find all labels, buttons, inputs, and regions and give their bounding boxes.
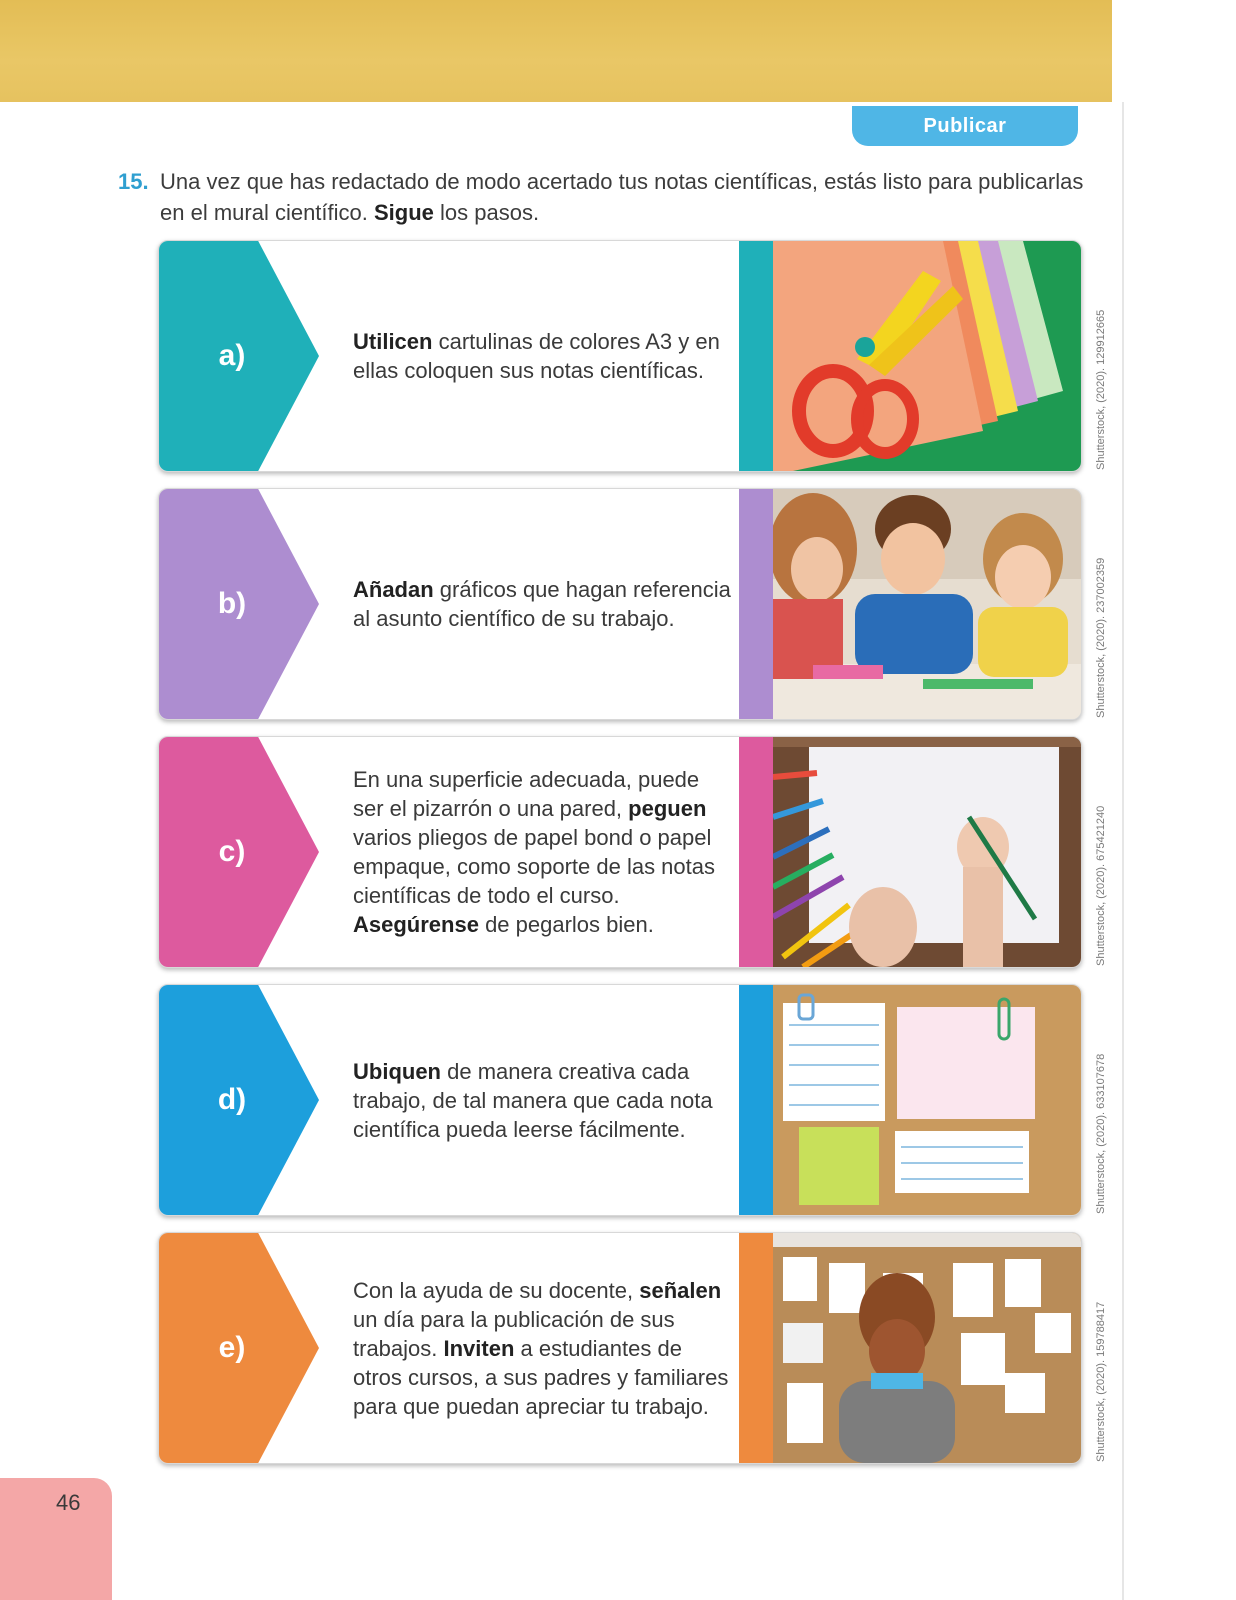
step-text-segment: a estudiantes de otros cursos, a sus padres y familiares para que puedan apreciar tu trabajo. [353, 1335, 729, 1419]
step-text-bold: Asegúrense [353, 912, 479, 937]
step-card-e [158, 1232, 1082, 1464]
step-color-stripe [739, 1233, 773, 1463]
instruction-segment: Una vez que has redactado de modo acertado tus notas científicas, estás listo para publicarlas en el mural científico. [160, 169, 1084, 225]
photo-credit: Shutterstock, (2020). 633107678 [1095, 1053, 1107, 1214]
step-text-bold: peguen [628, 796, 707, 821]
step-color-stripe [739, 241, 773, 471]
notes-on-corkboard-photo [773, 985, 1081, 1215]
step-text-segment: gráficos que hagan referencia al asunto científico de su trabajo. [353, 577, 731, 631]
step-letter: a) [218, 339, 246, 372]
step-text-segment: un día para la publicación de sus trabajos. [353, 1306, 675, 1361]
step-color-stripe [739, 737, 773, 967]
step-card-a [158, 240, 1082, 472]
section-label: Publicar [923, 114, 1007, 137]
step-text [353, 985, 733, 1215]
header-band [0, 0, 1112, 102]
step-letter: d) [217, 1083, 247, 1116]
step-text-segment: Con la ayuda de su docente, [353, 1277, 640, 1303]
step-letter: e) [218, 1331, 246, 1364]
student-at-bulletin-board-photo [773, 1233, 1081, 1463]
hand-drawing-on-paper-photo [773, 737, 1081, 967]
step-text-segment: En una superficie adecuada, puede ser el pizarrón o una pared, [353, 767, 700, 821]
step-text-segment: de manera creativa cada trabajo, de tal manera que cada nota científica pueda leerse fácilmente. [353, 1058, 713, 1142]
step-text-bold: Añadan [353, 577, 434, 602]
step-letter: c) [218, 835, 246, 868]
step-card-b [158, 488, 1082, 720]
instruction-segment: los pasos. [433, 200, 540, 225]
photo-credit: Shutterstock, (2020). 159788417 [1095, 1301, 1107, 1462]
children-drawing-photo [773, 489, 1081, 719]
step-color-stripe [739, 985, 773, 1215]
step-text-bold: señalen [639, 1277, 722, 1303]
step-letter: b) [217, 587, 247, 620]
page-number: 46 [56, 1490, 81, 1515]
instruction-segment-bold: Sigue [373, 200, 434, 225]
colored-paper-and-scissors-photo [773, 241, 1081, 471]
step-card-d [158, 984, 1082, 1216]
section-tab [852, 106, 1078, 146]
instruction-text [118, 166, 1098, 228]
step-text-bold: Inviten [443, 1335, 515, 1361]
activity-number: 15. [118, 169, 149, 194]
step-text-segment: de pegarlos bien. [478, 912, 654, 937]
step-text-bold: Utilicen [353, 329, 433, 354]
step-text-segment: varios pliegos de papel bond o papel empaque, como soporte de las notas científicas de todo el curso. [353, 825, 716, 908]
step-card-c [158, 736, 1082, 968]
step-text [353, 241, 733, 471]
step-text [353, 737, 733, 967]
photo-credit: Shutterstock, (2020). 237002359 [1095, 557, 1107, 718]
step-text [353, 1233, 733, 1463]
photo-credit: Shutterstock, (2020). 675421240 [1095, 805, 1107, 966]
step-text [353, 489, 733, 719]
step-text-segment: cartulinas de colores A3 y en ellas coloquen sus notas científicas. [353, 329, 720, 383]
page-edge-rule [1122, 102, 1124, 1600]
step-text-bold: Ubiquen [353, 1058, 441, 1084]
photo-credit: Shutterstock, (2020). 129912665 [1095, 309, 1107, 470]
activity-instruction [118, 166, 1098, 228]
step-color-stripe [739, 489, 773, 719]
